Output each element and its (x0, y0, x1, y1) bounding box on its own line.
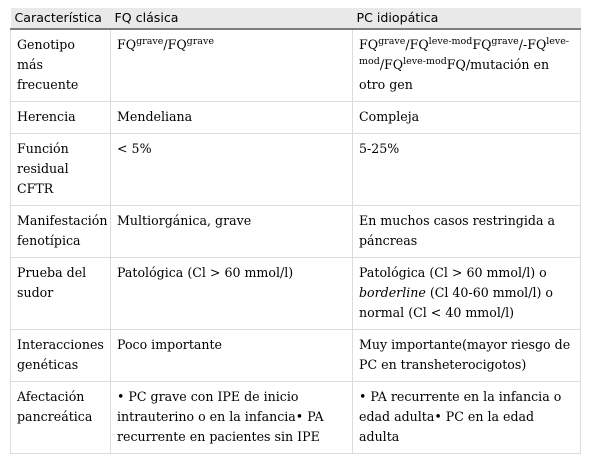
cell-pc-idiopatica: • PA recurrente en la infancia o edad adulta• PC en la edad adulta (353, 382, 581, 454)
cell-fq-clasica: Patológica (Cl > 60 mmol/l) (111, 258, 353, 330)
genotype-idiopatica-text: FQ/mutación en otro gen (359, 57, 550, 92)
header-pc-idiopatica: PC idiopática (353, 8, 581, 29)
genotype-sup: grave (136, 36, 164, 47)
genotype-idiopatica-cell (353, 29, 581, 102)
genotype-sup: grave (491, 36, 519, 47)
genotype-sup: leve-mod (359, 36, 570, 67)
genotype-sup: leve-mod (428, 36, 473, 47)
header-row (11, 8, 581, 29)
table-row (11, 258, 581, 330)
table-row (11, 206, 581, 258)
genotype-idiopatica-text: /FQ (405, 37, 429, 52)
genotype-idiopatica-text: FQ (359, 37, 379, 52)
table-row (11, 330, 581, 382)
row-label: Interacciones genéticas (11, 330, 111, 382)
sweat-text: (Cl 40-60 mmol/l) o normal (Cl < 40 mmol/l) (359, 285, 553, 320)
genotype-sup: grave (378, 36, 406, 47)
table-row (11, 102, 581, 134)
table-row (11, 29, 581, 102)
table-body (11, 29, 581, 454)
genotype-clasica-text: FQ (117, 37, 137, 52)
genotype-idiopatica-text: FQ (472, 37, 492, 52)
cell-pc-idiopatica: En muchos casos restringida a páncreas (353, 206, 581, 258)
borderline-text: borderline (359, 285, 426, 300)
header-fq-clasica: FQ clásica (111, 8, 353, 29)
cell-fq-clasica: Mendeliana (111, 102, 353, 134)
cell-fq-clasica: • PC grave con IPE de inicio intrauterino o en la infancia• PA recurrente en pacientes sin IPE (111, 382, 353, 454)
cell-fq-clasica: Multiorgánica, grave (111, 206, 353, 258)
row-label: Herencia (11, 102, 111, 134)
genotype-clasica-text: /FQ (163, 37, 187, 52)
cell-fq-clasica: Poco importante (111, 330, 353, 382)
genotype-sup: grave (186, 36, 214, 47)
header-caracteristica: Característica (11, 8, 111, 29)
genotype-idiopatica-text: /FQ (379, 57, 404, 72)
sweat-test-idiopatica-cell (353, 258, 581, 330)
comparison-table (10, 8, 581, 454)
row-label: Manifestación fenotípica (11, 206, 111, 258)
genotype-idiopatica-text: /-FQ (518, 37, 547, 52)
row-label: Genotipo más frecuente (11, 29, 111, 102)
row-label: Función residual CFTR (11, 134, 111, 206)
cell-pc-idiopatica: Compleja (353, 102, 581, 134)
table-row (11, 134, 581, 206)
row-label: Afectación pancreática (11, 382, 111, 454)
genotype-clasica-cell (111, 29, 353, 102)
cell-pc-idiopatica: Muy importante(mayor riesgo de PC en transheterocigotos) (353, 330, 581, 382)
genotype-sup: leve-mod (403, 56, 447, 67)
row-label: Prueba del sudor (11, 258, 111, 330)
cell-pc-idiopatica: 5-25% (353, 134, 581, 206)
table-row (11, 382, 581, 454)
cell-fq-clasica: < 5% (111, 134, 353, 206)
sweat-text: Patológica (Cl > 60 mmol/l) o (359, 265, 547, 280)
table-header (11, 8, 581, 29)
